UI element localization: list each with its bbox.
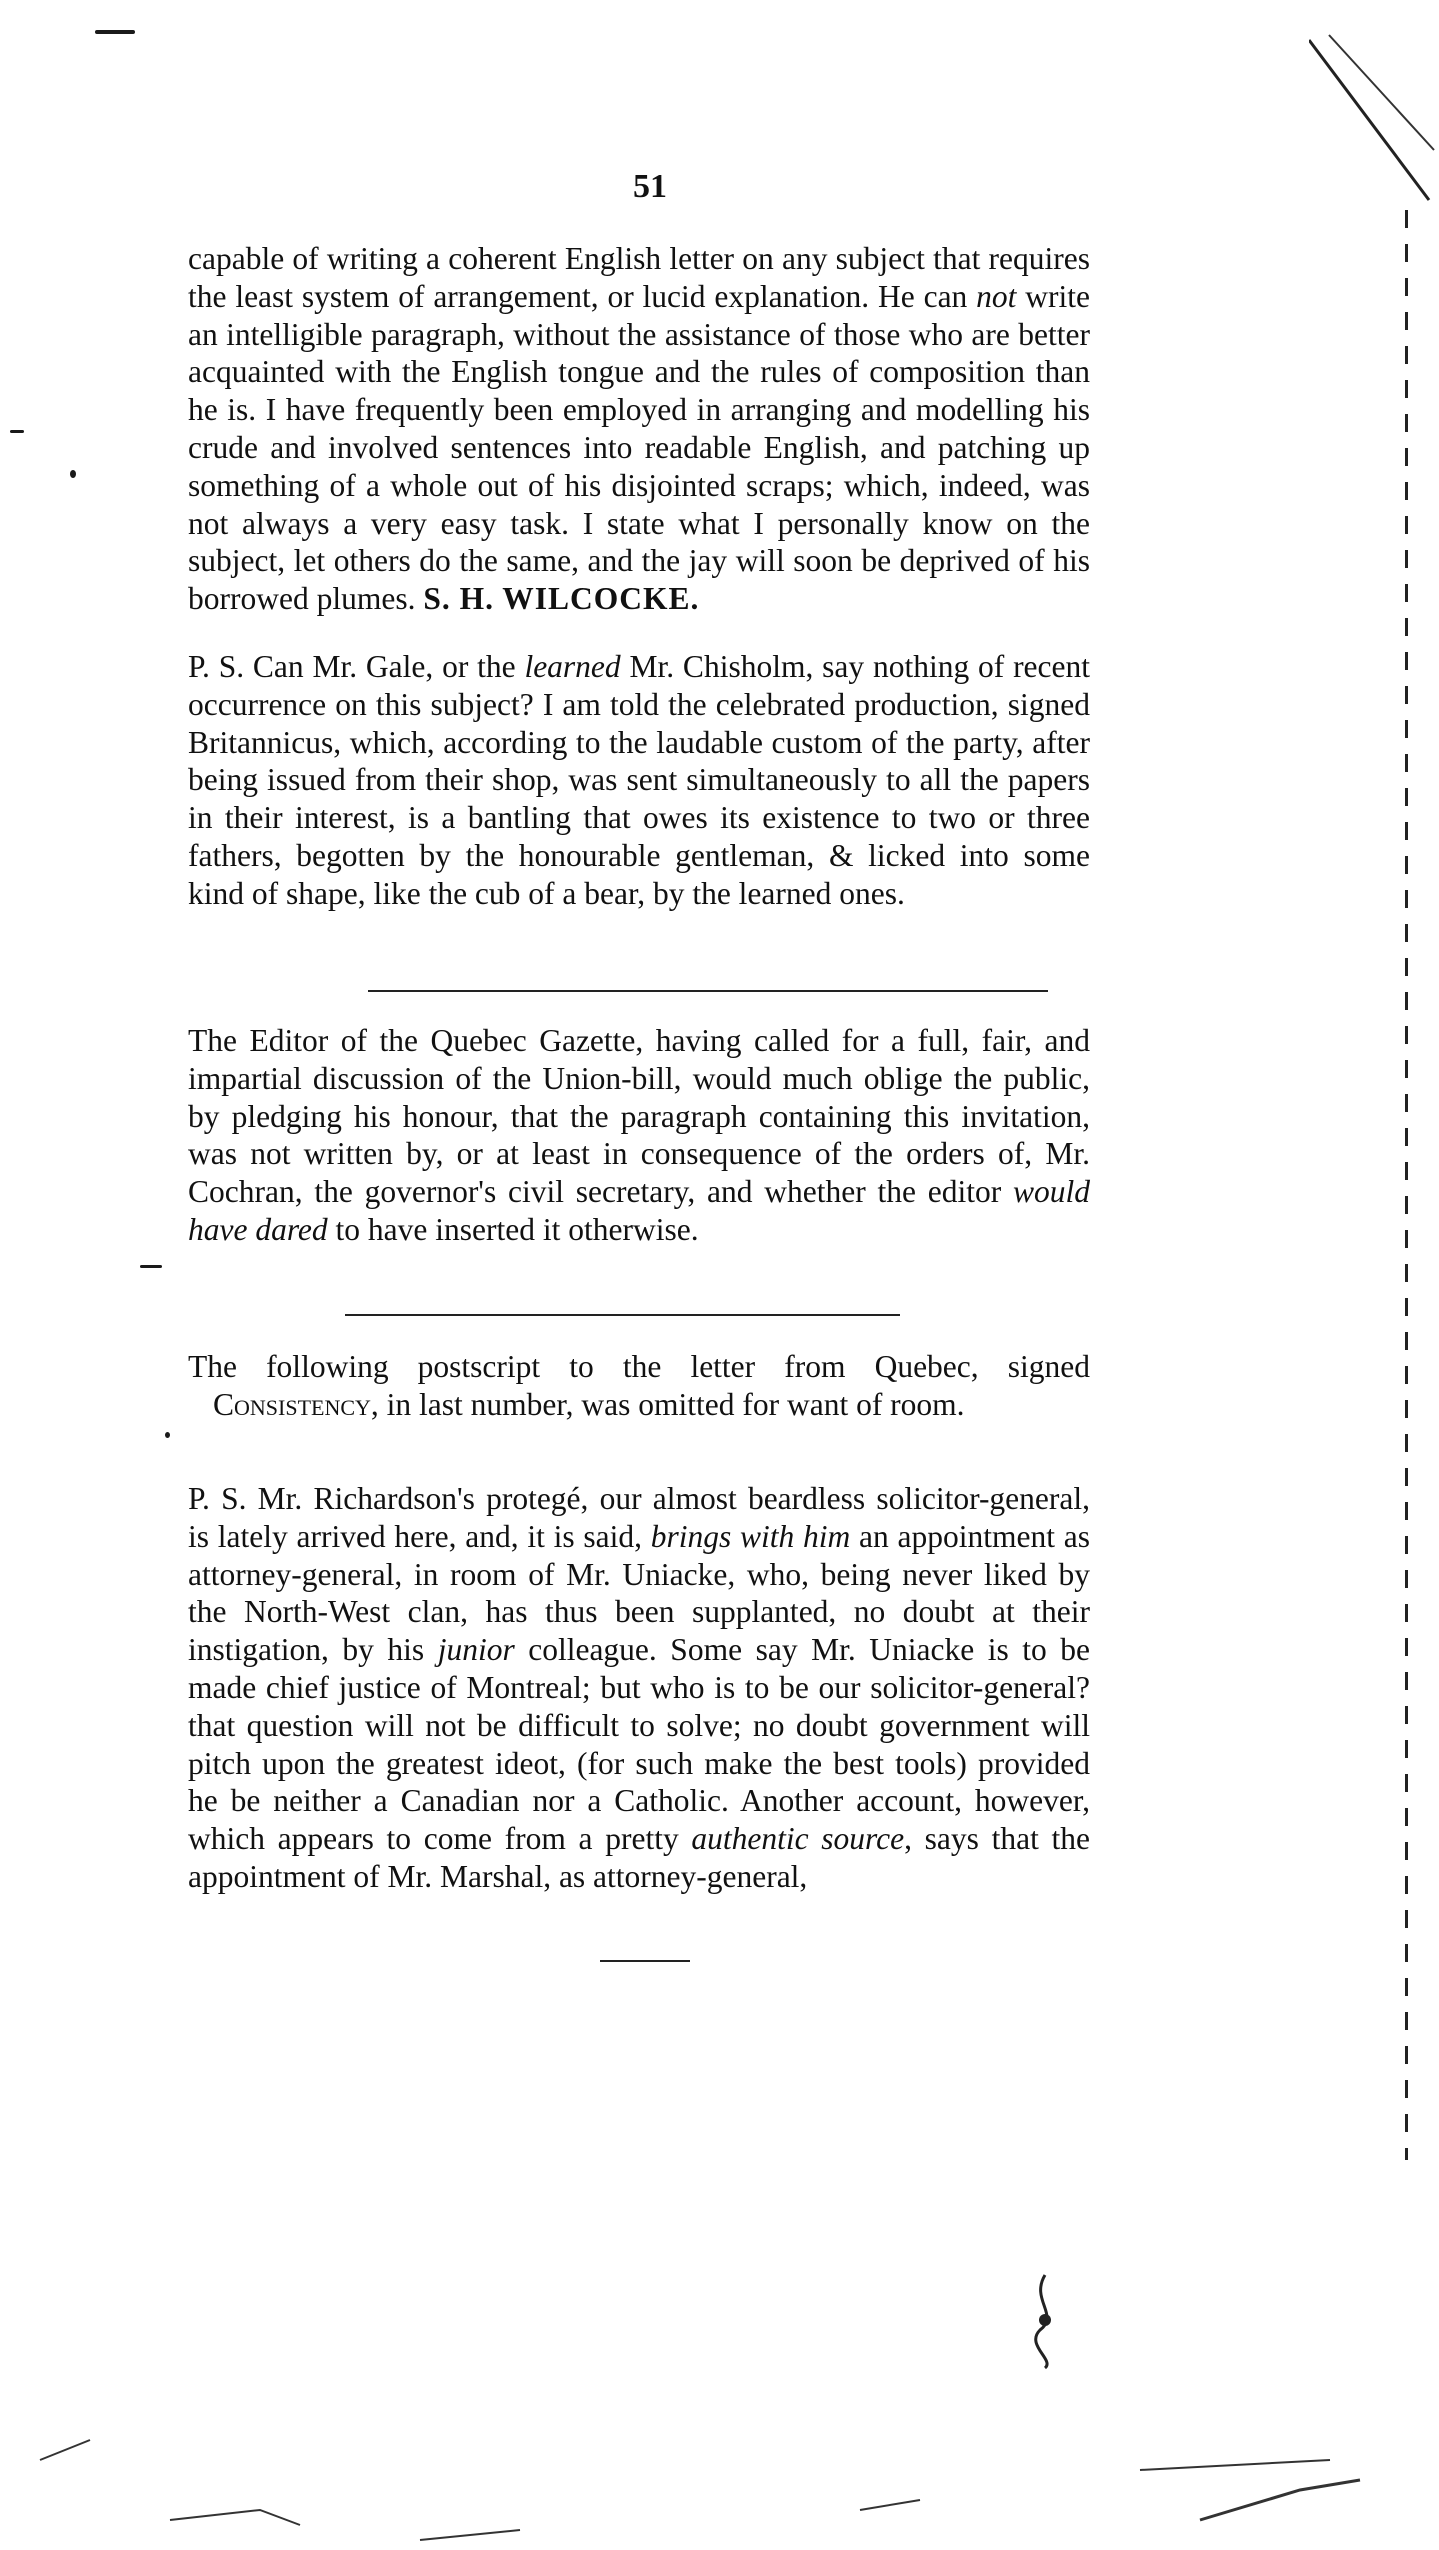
postscript-richardson [188, 1480, 1090, 1896]
ps2-emphasis-3: authentic source [691, 1821, 905, 1857]
scan-speck [95, 30, 135, 34]
end-mark [600, 1960, 690, 1962]
letter-text-1: capable of writing a coherent English letter on any subject that requires the least system of arrangement, or lucid explanation. He can [188, 241, 1090, 314]
bottom-scan-noise [0, 2400, 1439, 2550]
postscript-paragraph [188, 648, 1090, 913]
letter-paragraph [188, 240, 1090, 618]
scan-speck [140, 1265, 162, 1268]
scan-speck [70, 470, 76, 478]
ps2-text-3: colleague. Some say Mr. Uniacke is to be made chief justice of Montreal; but who is to be our solicitor-general? that question will not be difficult to solve; no doubt government will pitch upon the greatest ideot, (for such make the best tools) provided he be neither a Canadian nor a Catholic. Another account, however, which appears to come from a pretty [188, 1632, 1090, 1857]
section-divider [368, 990, 1048, 992]
page-number: 51 [633, 168, 667, 205]
postscript-richardson-paragraph [188, 1480, 1090, 1896]
page-edge-line [1405, 210, 1408, 2160]
notice-paragraph [188, 1348, 1090, 1424]
scan-speck [10, 430, 24, 433]
postscript-emphasis: learned [524, 649, 621, 684]
editor-quebec-gazette-note [188, 1022, 1090, 1249]
ps2-text-2: an appointment as attorney-general, in room of Mr. Uniacke, who, being never liked by the North-West clan, has thus been supplanted, no doubt at their instigation, by his [188, 1518, 1090, 1668]
ps2-text-4: , says that the appointment of Mr. Marshal, as attorney-general, [188, 1821, 1091, 1894]
letter-continuation [188, 240, 1090, 618]
postscript-gale-chisholm [188, 648, 1090, 913]
notice-signed-name: Consistency [213, 1386, 371, 1422]
letter-emphasis: not [976, 278, 1017, 314]
section-divider [345, 1314, 900, 1316]
ps2-emphasis-1: brings with him [650, 1518, 851, 1554]
editor-note-paragraph [188, 1022, 1090, 1249]
editor-note-text-2: to have inserted it otherwise. [327, 1211, 699, 1247]
editor-note-emphasis: would have dared [188, 1174, 1090, 1247]
folded-corner-mark [1309, 30, 1439, 250]
postscript-text-2: Mr. Chisholm, say nothing of recent occurrence on this subject? I am told the celebrated production, signed Britannicus, which, according to the laudable custom of the party, after being issued from their shop, was sent simultaneously to all the papers in their interest, is a bantling that owes its existence to two or three fathers, begotten by the honourable gentleman, & licked into some kind of shape, like the cub of a bear, by the learned ones. [188, 649, 1091, 911]
letter-text-2: write an intelligible paragraph, without the assistance of those who are better acquainted with the English tongue and the rules of composition than he is. I have frequently been employed in arranging and modelling his crude and involved sentences into readable English, and patching up something of a whole out of his disjointed scraps; which, indeed, was not always a very easy task. I state what I personally know on the subject, let others do the same, and the jay will soon be deprived of his borrowed plumes. [188, 278, 1090, 617]
editor-note-text-1: The Editor of the Quebec Gazette, having called for a full, fair, and impartial discussion of the Union-bill, would much oblige the public, by pledging his honour, that the paragraph containing this invitation, was not written by, or at least in consequence of the orders of, Mr. Cochran, the governor's civil secretary, and whether the editor [188, 1023, 1090, 1210]
ornament-mark [1020, 2270, 1070, 2370]
page-edge-shadow [1309, 30, 1439, 2480]
ps2-emphasis-2: junior [437, 1632, 515, 1668]
notice-text-2: , in last number, was omitted for want of room. [370, 1386, 965, 1422]
letter-signature: S. H. WILCOCKE. [423, 581, 700, 617]
omitted-postscript-notice [188, 1348, 1090, 1424]
postscript-text-1: P. S. Can Mr. Gale, or the [188, 649, 525, 684]
scan-speck [165, 1432, 170, 1438]
ps2-text-1: P. S. Mr. Richardson's protegé, our almost beardless solicitor-general, is lately arrived here, and, it is said, [188, 1481, 1090, 1554]
notice-text-1: The following postscript to the letter from Quebec, signed [188, 1349, 1090, 1384]
